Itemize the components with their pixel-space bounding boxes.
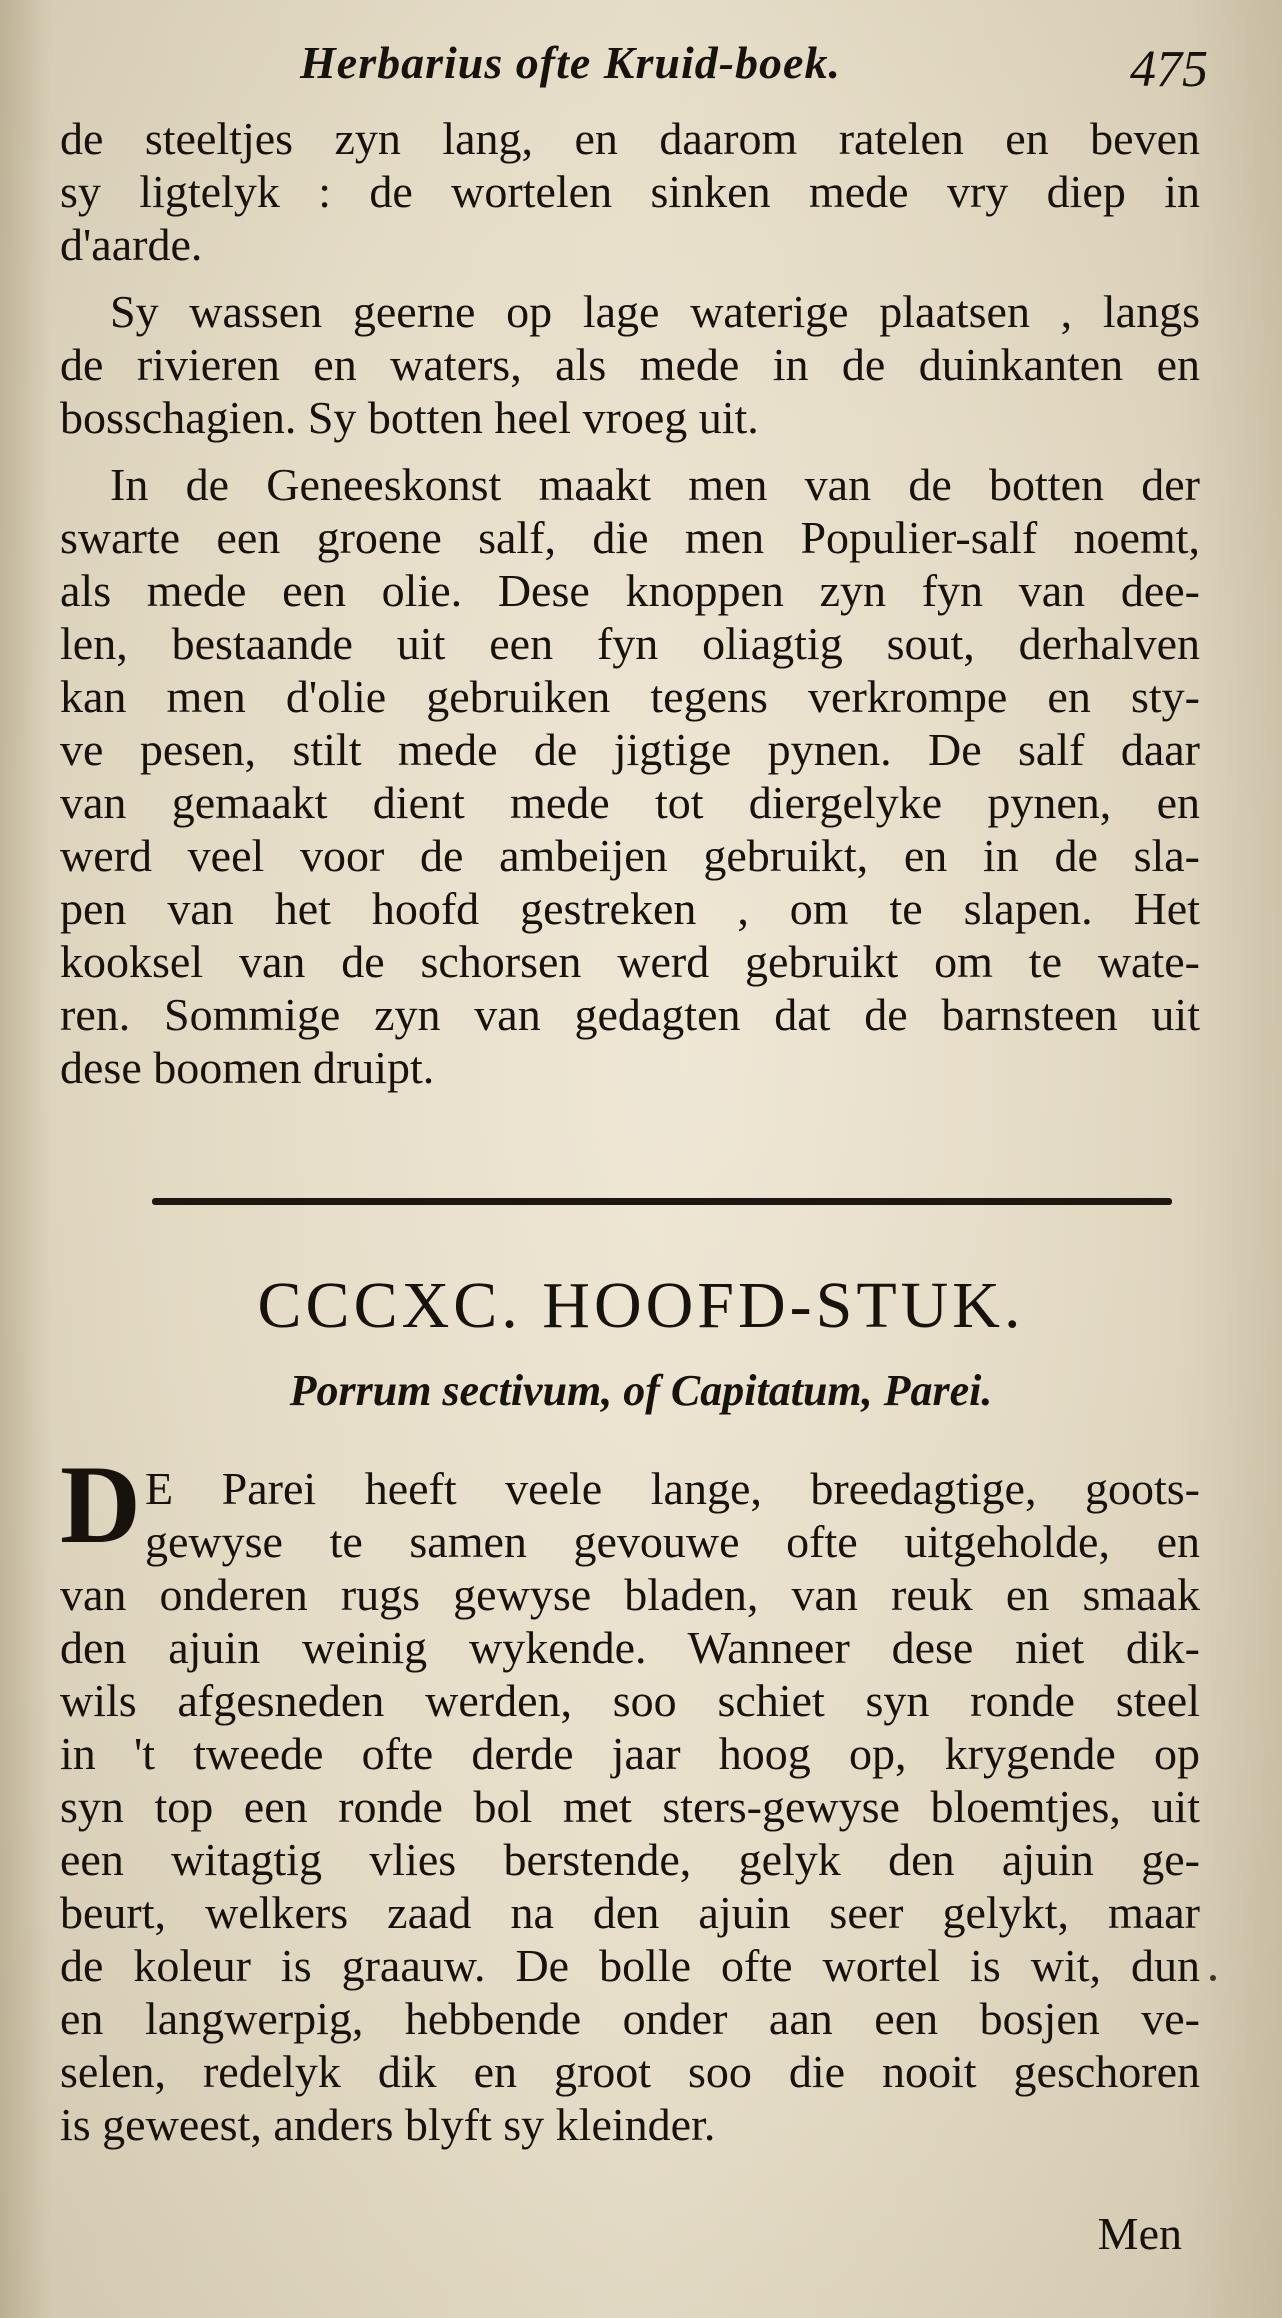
paragraph-medicine: [60, 458, 1200, 1094]
text-line: kan men d'olie gebruiken tegens verkrompe en sty-: [60, 671, 1200, 722]
text-line: pen van het hoofd gestreken , om te slapen. Het: [60, 883, 1200, 934]
text-line: werd veel voor de ambeijen gebruikt, en in de sla-: [60, 830, 1200, 881]
text-line: is geweest, anders blyft sy kleinder.: [60, 2099, 716, 2150]
paragraph-continued: [60, 112, 1200, 271]
text-line: selen, redelyk dik en groot soo die nooit geschoren: [60, 2046, 1200, 2097]
text-line: bosschagien. Sy botten heel vroeg uit.: [60, 392, 759, 443]
text-line: swarte een groene salf, die men Populier-salf noemt,: [60, 512, 1200, 563]
text-line: de rivieren en waters, als mede in de duinkanten en: [60, 339, 1200, 390]
text-line: ve pesen, stilt mede de jigtige pynen. De salf daar: [60, 724, 1200, 775]
text-line: en langwerpig, hebbende onder aan een bosjen ve-: [60, 1993, 1200, 2044]
text-line: E Parei heeft veele lange, breedagtige, goots-: [145, 1463, 1200, 1514]
text-line: d'aarde.: [60, 219, 203, 270]
chapter-subtitle: Porrum sectivum, of Capitatum, Parei.: [289, 1366, 993, 1415]
text-line: in 't tweede ofte derde jaar hoog op, krygende op: [60, 1728, 1200, 1779]
text-line: In de Geneeskonst maakt men van de botten der: [110, 459, 1200, 510]
text-line: gewyse te samen gevouwe ofte uitgeholde, en: [145, 1516, 1200, 1567]
drop-cap: D: [60, 1443, 141, 1567]
ink-speck: [1210, 1975, 1216, 1981]
text-line: wils afgesneden werden, soo schiet syn ronde steel: [60, 1675, 1200, 1726]
text-line: de koleur is graauw. De bolle ofte wortel is wit, dun: [60, 1940, 1200, 1991]
page-header: [300, 36, 1240, 106]
text-line: beurt, welkers zaad na den ajuin seer gelykt, maar: [60, 1887, 1200, 1938]
paragraph-habitat: [60, 285, 1200, 444]
running-title: Herbarius ofte Kruid-boek.: [300, 37, 841, 88]
text-line: sy ligtelyk : de wortelen sinken mede vry diep in: [60, 166, 1200, 217]
text-line: len, bestaande uit een fyn oliagtig sout, derhalven: [60, 618, 1200, 669]
chapter-title: CCCXC. HOOFD-STUK.: [257, 1269, 1025, 1342]
section-divider-rule: [152, 1198, 1172, 1205]
text-line: kooksel van de schorsen werd gebruikt om te wate-: [60, 936, 1200, 987]
text-line: een witagtig vlies berstende, gelyk den ajuin ge-: [60, 1834, 1200, 1885]
text-line: ren. Sommige zyn van gedagten dat de barnsteen uit: [60, 989, 1200, 1040]
page-number: 475: [1130, 41, 1208, 98]
text-line: syn top een ronde bol met sters-gewyse bloemtjes, uit: [60, 1781, 1200, 1832]
paragraph-parei-description: [60, 1462, 1200, 2151]
text-line: de steeltjes zyn lang, en daarom ratelen en beven: [60, 113, 1200, 164]
text-line: dese boomen druipt.: [60, 1042, 435, 1093]
text-line: den ajuin weinig wykende. Wanneer dese niet dik-: [60, 1622, 1200, 1673]
text-line: als mede een olie. Dese knoppen zyn fyn van dee-: [60, 565, 1200, 616]
text-line: van gemaakt dient mede tot diergelyke pynen, en: [60, 777, 1200, 828]
text-line: van onderen rugs gewyse bladen, van reuk en smaak: [60, 1569, 1200, 1620]
text-line: Sy wassen geerne op lage waterige plaatsen , langs: [110, 286, 1200, 337]
catchword: Men: [1097, 2208, 1182, 2259]
